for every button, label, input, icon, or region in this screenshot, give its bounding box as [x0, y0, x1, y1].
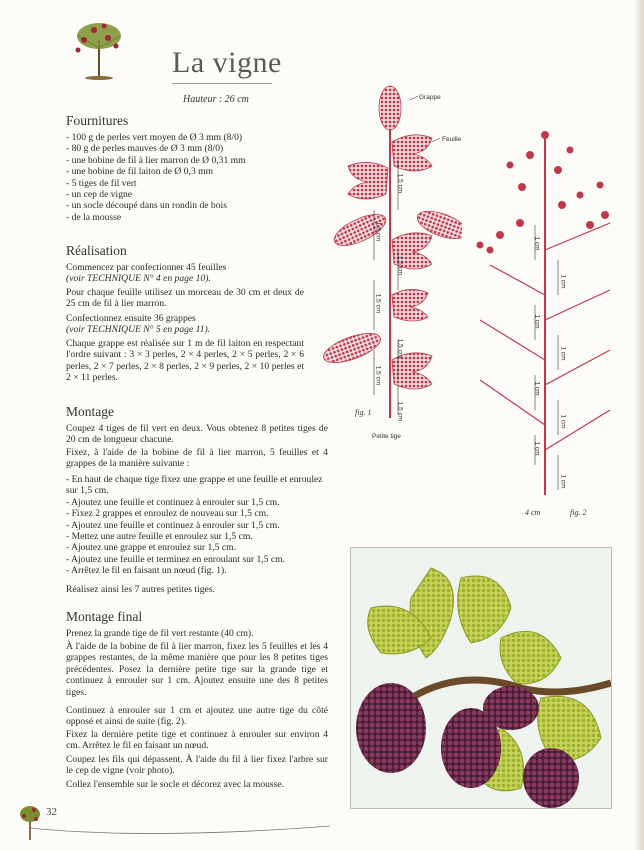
fournitures-list — [66, 132, 306, 223]
fig2-branch — [490, 265, 545, 295]
fournitures-item: - 5 tiges de fil vert — [66, 178, 306, 189]
realisation-p3-ref: (voir TECHNIQUE N° 5 en page 11). — [66, 324, 211, 336]
montage-p1: Coupez 4 tiges de fil vert en deux. Vous obtenez 8 petites tiges de 20 cm de longueur chacune. — [66, 423, 328, 446]
fig1-dimension-label: 1,5 cm — [374, 365, 382, 386]
fig2-dimension-label: 1 cm — [559, 346, 567, 361]
realisation-p2: Pour chaque feuille utilisez un morceau de 30 cm et deux de 25 cm de fil à lier marron. — [66, 287, 304, 310]
fig2-dimension-label: 1 cm — [533, 314, 541, 329]
montage-step: - Ajoutez une feuille et terminez en enroulant sur 1,5 cm. — [66, 554, 328, 565]
height-note: Hauteur : 26 cm — [183, 94, 249, 105]
montage-steps — [66, 474, 328, 577]
fournitures-item: - 100 g de perles vert moyen de Ø 3 mm (8/0) — [66, 132, 306, 143]
montage-p2: Fixez, à l'aide de la bobine de fil à lier marron, 5 feuilles et 4 grappes de la manière suivante : — [66, 447, 328, 470]
montage-step: - En haut de chaque tige fixez une grappe et une feuille et enroulez sur 1,5 cm. — [66, 474, 328, 497]
fig2-caption: fig. 2 — [570, 508, 587, 517]
fournitures-item: - un cep de vigne — [66, 189, 306, 200]
page-number: 32 — [46, 806, 57, 818]
fig1-caption: fig. 1 — [355, 408, 372, 417]
montage-step: - Ajoutez une feuille et continuez à enrouler sur 1,5 cm. — [66, 520, 328, 531]
title-rule — [172, 83, 272, 84]
realisation-p4: Chaque grappe est réalisée sur 1 m de fil laiton en respectant l'ordre suivant : 3 × 3 perles, 2 × 4 perles, 2 × 5 perles, 2 × 6 perles, 2 × 7 perles, 2 × 8 perles, 2 × 9 perles, 2 × 10 perles et 2 × 11 perles. — [66, 338, 304, 384]
montage-final-p1: Prenez la grande tige de fil vert restante (40 cm). — [66, 628, 254, 639]
fig2-dimension-label: 1 cm — [559, 474, 567, 489]
fig1-label-grappe: Grappe — [419, 94, 441, 101]
fig1-dimension-label: 1,5 cm — [396, 338, 404, 359]
fig2-dimension-label: 1 cm — [559, 274, 567, 289]
fig1-grape-top — [379, 86, 401, 130]
realisation-p1 — [66, 262, 304, 285]
montage-heading: Montage — [66, 404, 114, 419]
realisation-p1-ref: (voir TECHNIQUE N° 4 en page 10). — [66, 273, 211, 285]
fig1-label-petite-tige: Petite tige — [372, 433, 401, 440]
montage-final-p3: Continuez à enrouler sur 1 cm et ajoutez une autre tige du côté opposé et ainsi de suite (fig. 2). — [66, 705, 328, 728]
montage-step: - Ajoutez une grappe et enroulez sur 1,5 cm. — [66, 542, 328, 553]
fig1-dimension-label: 1,5 cm — [396, 401, 404, 422]
page-title: La vigne — [172, 46, 282, 79]
fournitures-item: - un socle découpé dans un rondin de bois — [66, 200, 306, 211]
fig1-dimension-label: 1,5 cm — [374, 293, 382, 314]
fig1-grape — [320, 327, 384, 368]
realisation-heading: Réalisation — [66, 243, 127, 258]
vine-tree-illustration — [64, 18, 134, 80]
montage-final-p2: À l'aide de la bobine de fil à lier marron, fixez les 5 feuilles et les 4 grappes restantes, de la même manière que pour les 8 petites tiges précédentes. Posez la dernière petite tige sur la grande tige et continuez à enrouler sur 1 cm. Ajoutez ensuite une des 8 petites tiges. — [66, 641, 328, 698]
fournitures-heading: Fournitures — [66, 113, 129, 128]
fig1-leaf — [392, 289, 428, 321]
montage-step: - Mettez une autre feuille et enroulez sur 1,5 cm. — [66, 531, 328, 542]
fig2-branch — [545, 290, 610, 320]
fig1-dimension-label: 1,5 cm — [396, 173, 404, 194]
vine-photo — [350, 547, 612, 809]
realisation-p3-main: Confectionnez ensuite 36 grappes — [66, 313, 196, 324]
fig2-dimension-label: 1 cm — [533, 236, 541, 251]
montage-step: - Arrêtez le fil en faisant un nœud (fig. 1). — [66, 565, 328, 576]
realisation-p1-main: Commencez par confectionner 45 feuilles — [66, 262, 227, 273]
fig2-dimension-label: 1 cm — [533, 381, 541, 396]
montage-p3: Réalisez ainsi les 7 autres petites tiges. — [66, 584, 215, 595]
fournitures-item: - une bobine de fil laiton de Ø 0,3 mm — [66, 166, 306, 177]
montage-final-p4: Fixez la dernière petite tige et continuez à enrouler sur environ 4 cm. Arrêtez le fil en faisant un nœud. — [66, 729, 328, 752]
fig1-leaf — [348, 162, 388, 199]
fig1-dimension-label: 1,5 cm — [374, 221, 382, 242]
fournitures-item: - 80 g de perles mauves de Ø 3 mm (8/0) — [66, 143, 306, 154]
montage-final-p5: Coupez les fils qui dépassent. À l'aide du fil à lier fixez l'arbre sur le cep de vigne (voir photo). — [66, 754, 328, 777]
montage-step: - Fixez 2 grappes et enroulez de nouveau sur 1,5 cm. — [66, 508, 328, 519]
montage-step: - Ajoutez une feuille et continuez à enrouler sur 1,5 cm. — [66, 497, 328, 508]
fig2-diagram — [460, 125, 630, 505]
fig2-branch — [545, 410, 610, 450]
fig2-branch — [545, 350, 610, 385]
fig2-dimension-label: 1 cm — [533, 441, 541, 456]
fournitures-item: - de la mousse — [66, 212, 306, 223]
fig2-bottom-dim: 4 cm — [525, 508, 541, 517]
montage-final-heading: Montage final — [66, 609, 143, 624]
fig2-bead — [541, 131, 549, 139]
montage-final-p6: Collez l'ensemble sur le socle et décorez avec la mousse. — [66, 779, 285, 790]
vine-photo-image — [351, 548, 611, 808]
realisation-p3 — [66, 313, 304, 336]
fig2-dimension-label: 1 cm — [559, 414, 567, 429]
footer-swoosh — [30, 822, 330, 836]
fig2-branch — [545, 223, 610, 250]
fig1-label-feuille: Feuille — [442, 136, 462, 143]
fig1-diagram — [312, 80, 462, 430]
page-spine-shadow — [634, 0, 644, 850]
fig1-dimension-label: 1,5 cm — [396, 255, 404, 276]
fournitures-item: - une bobine de fil à lier marron de Ø 0,31 mm — [66, 155, 306, 166]
